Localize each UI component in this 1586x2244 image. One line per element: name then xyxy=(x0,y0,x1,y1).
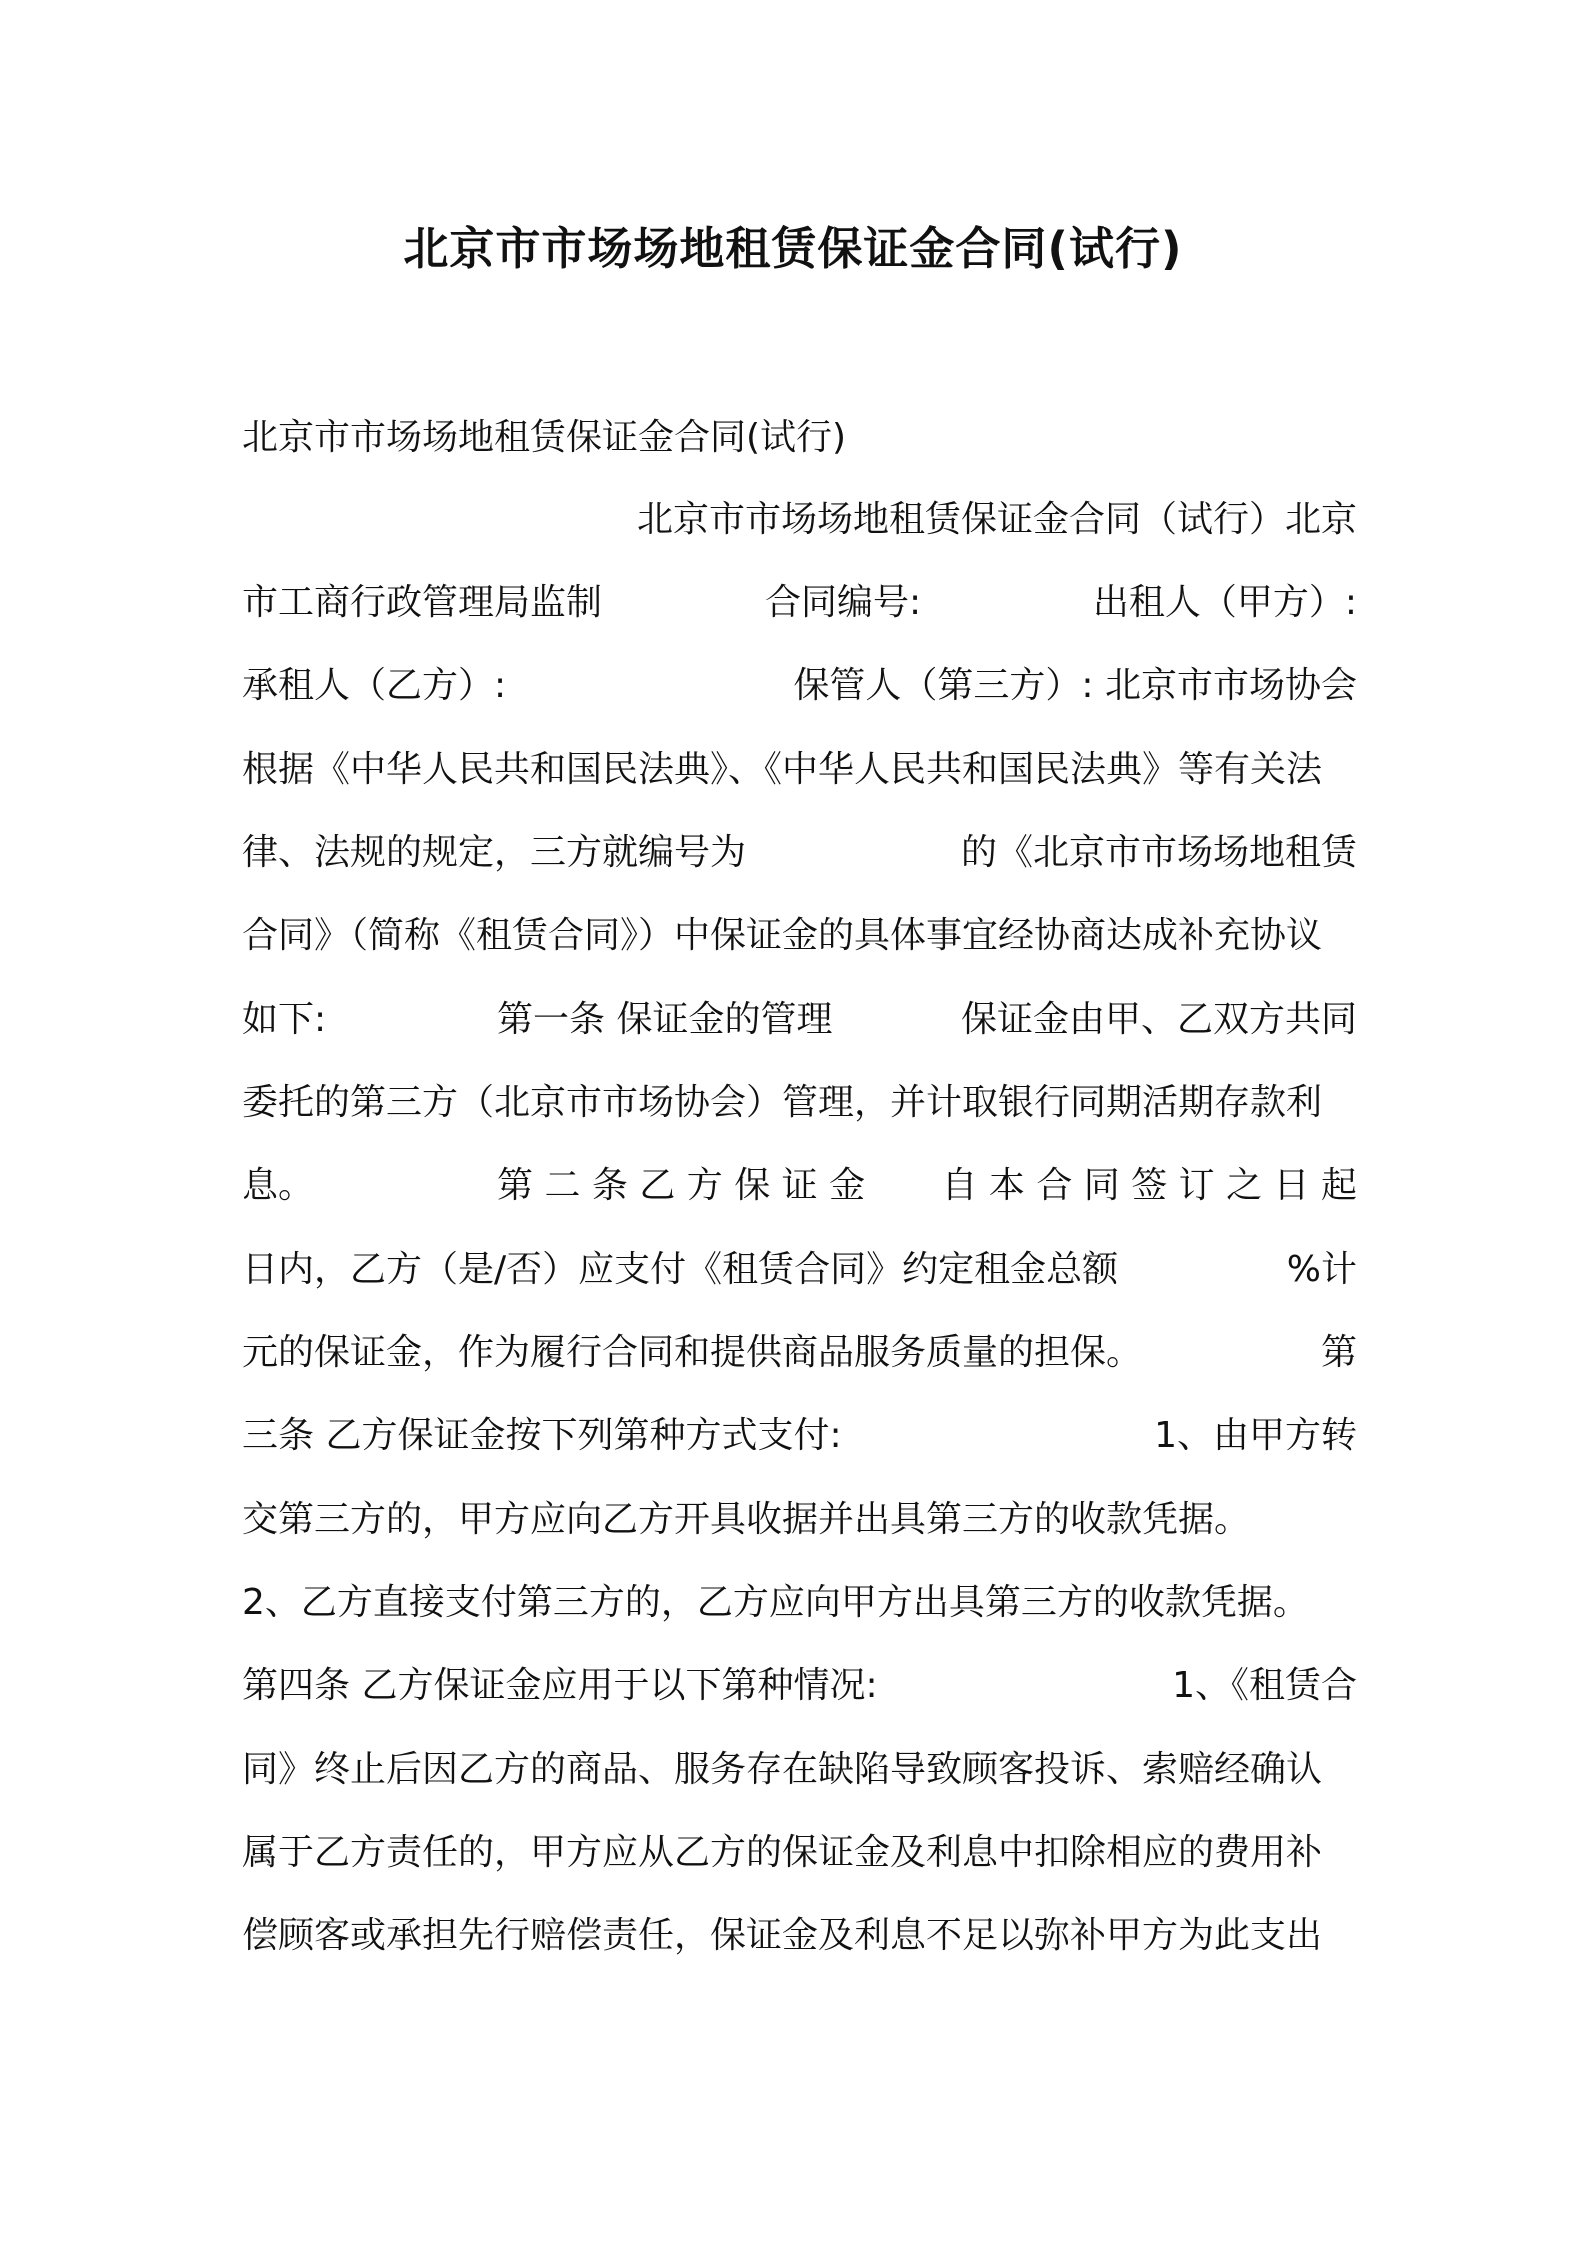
text-segment: 如下: xyxy=(242,999,327,1040)
text-segment: 合同》（简称《租赁合同》）中保证金的具体事宜经协商达成补充协议 xyxy=(242,915,1323,956)
text-segment: %计 xyxy=(1286,1249,1357,1290)
body-line-1 xyxy=(242,490,1357,550)
text-segment: 的《北京市市场场地租赁 xyxy=(960,832,1357,873)
text-segment: 自 本 合 同 签 订 之 日 起 xyxy=(941,1165,1357,1206)
text-segment: 根据《中华人民共和国民法典》、《中华人民共和国民法典》等有关法 xyxy=(242,749,1323,790)
body-line-5 xyxy=(242,823,1357,883)
article-4-heading: 第四条 乙方保证金应用于以下第种情况: xyxy=(242,1665,878,1706)
body-line-10 xyxy=(242,1240,1357,1300)
text-segment: 第 xyxy=(1320,1332,1357,1373)
body-line-2 xyxy=(242,573,1357,633)
body-line-15 xyxy=(242,1656,1357,1716)
body-line-12 xyxy=(242,1406,1357,1466)
text-segment: 偿顾客或承担先行赔偿责任，保证金及利息不足以弥补甲方为此支出 xyxy=(242,1915,1323,1956)
body-line-17 xyxy=(242,1823,1357,1883)
subtitle-line xyxy=(242,408,1357,468)
body-line-9 xyxy=(242,1156,1357,1216)
body-line-13 xyxy=(242,1490,1357,1550)
text-segment: 同》终止后因乙方的商品、服务存在缺陷导致顾客投诉、索赔经确认 xyxy=(242,1749,1323,1790)
article-2-heading: 第 二 条 乙 方 保 证 金 xyxy=(497,1165,866,1206)
body-line-3 xyxy=(242,656,1357,716)
body-line-6 xyxy=(242,906,1357,966)
text-segment: 元的保证金，作为履行合同和提供商品服务质量的担保。 xyxy=(242,1332,1143,1373)
text-segment: 保证金由甲、乙双方共同 xyxy=(960,999,1357,1040)
body-line-11 xyxy=(242,1323,1357,1383)
custodian-label: 保管人（第三方）: 北京市市场协会 xyxy=(793,665,1357,706)
body-line-7 xyxy=(242,990,1357,1050)
text-segment: 北京市市场场地租赁保证金合同（试行）北京 xyxy=(636,499,1357,540)
text-segment: 委托的第三方（北京市市场协会）管理，并计取银行同期活期存款利 xyxy=(242,1082,1323,1123)
article-3-heading: 三条 乙方保证金按下列第种方式支付: xyxy=(242,1415,842,1456)
text-segment: 日内，乙方（是/否）应支付《租赁合同》约定租金总额 xyxy=(242,1249,1119,1290)
document-subtitle: 北京市市场场地租赁保证金合同(试行) xyxy=(242,417,847,458)
text-segment: 息。 xyxy=(242,1165,315,1206)
text-segment: 市工商行政管理局监制 xyxy=(242,582,603,623)
body-line-16 xyxy=(242,1740,1357,1800)
body-line-8 xyxy=(242,1073,1357,1133)
text-segment: 1、由甲方转 xyxy=(1154,1415,1357,1456)
contract-number-label: 合同编号: xyxy=(765,582,922,623)
lessor-label: 出租人（甲方）: xyxy=(1092,582,1357,623)
text-segment: 律、法规的规定，三方就编号为 xyxy=(242,832,747,873)
article-1-heading: 第一条 保证金的管理 xyxy=(497,999,833,1040)
body-line-4 xyxy=(242,740,1357,800)
text-segment: 2、乙方直接支付第三方的，乙方应向甲方出具第三方的收款凭据。 xyxy=(242,1582,1309,1623)
document-title: 北京市市场场地租赁保证金合同(试行) xyxy=(403,222,1183,275)
text-segment: 1、《租赁合 xyxy=(1172,1665,1357,1706)
text-segment: 交第三方的，甲方应向乙方开具收据并出具第三方的收款凭据。 xyxy=(242,1499,1251,1540)
lessee-label: 承租人（乙方）: xyxy=(242,665,507,706)
body-line-14 xyxy=(242,1573,1357,1633)
text-segment: 属于乙方责任的，甲方应从乙方的保证金及利息中扣除相应的费用补 xyxy=(242,1832,1323,1873)
body-line-18 xyxy=(242,1906,1357,1966)
